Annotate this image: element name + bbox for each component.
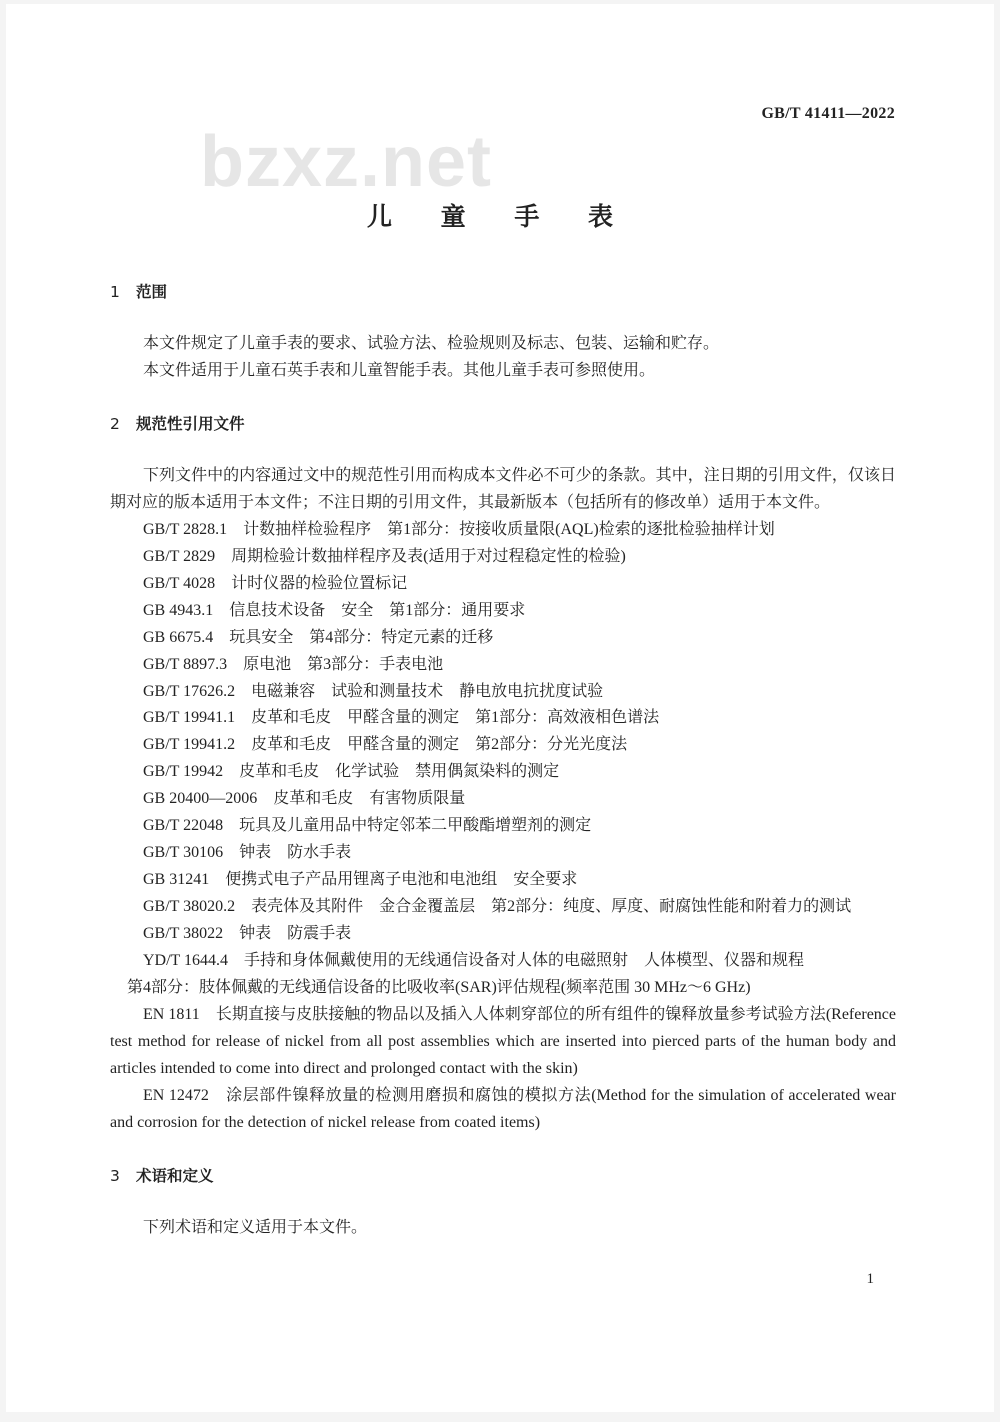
reference-item: GB/T 38022 钟表 防震手表 [143, 925, 352, 943]
reference-item: GB 20400—2006 皮革和毛皮 有害物质限量 [143, 790, 466, 808]
reference-item: GB/T 19941.2 皮革和毛皮 甲醛含量的测定 第2部分：分光光度法 [143, 736, 628, 754]
section-number: 3 [110, 1166, 120, 1185]
watermark: bzxz.net [200, 122, 493, 202]
section-title: 术语和定义 [136, 1166, 214, 1185]
reference-subtitle: 第4部分：肢体佩戴的无线通信设备的比吸收率(SAR)评估规程(频率范围 30 MHz～6 GHz) [127, 979, 751, 997]
paragraph: 本文件适用于儿童石英手表和儿童智能手表。其他儿童手表可参照使用。 [143, 361, 656, 379]
section-title: 规范性引用文件 [136, 414, 245, 433]
section-number: 1 [110, 283, 120, 301]
section-1-body [110, 331, 896, 385]
reference-item: GB/T 2828.1 计数抽样检验程序 第1部分：按接收质量限(AQL)检索的逐批检验抽样计划 [143, 520, 775, 538]
reference-list [110, 517, 896, 1137]
reference-item: EN 12472 涂层部件镍释放量的检测用磨损和腐蚀的模拟方法(Method for the simulation of accelerated wear and corrosion for the detection of nickel release from coated items) [110, 1086, 896, 1131]
reference-item: GB/T 19942 皮革和毛皮 化学试验 禁用偶氮染料的测定 [143, 763, 560, 781]
reference-item: GB/T 4028 计时仪器的检验位置标记 [143, 574, 408, 592]
reference-item: GB/T 2829 周期检验计数抽样程序及表(适用于对过程稳定性的检验) [143, 547, 626, 565]
paragraph: 下列术语和定义适用于本文件。 [143, 1218, 368, 1236]
reference-item: EN 1811 长期直接与皮肤接触的物品以及插入人体刺穿部位的所有组件的镍释放量参考试验方法(Reference test method for release of nickel from all post assemblies which are inserted into pierced parts of the human body and articles intended to come into direct and prolonged contact with the skin) [110, 1005, 896, 1077]
document-page [6, 4, 994, 1412]
reference-item: YD/T 1644.4 手持和身体佩戴使用的无线通信设备对人体的电磁照射 人体模型、仪器和规程 [143, 952, 805, 970]
reference-item: GB 31241 便携式电子产品用锂离子电池和电池组 安全要求 [143, 871, 578, 889]
section-heading-2 [110, 412, 896, 436]
section-2-body [110, 463, 896, 1137]
document-title: 儿 童 手 表 [366, 202, 634, 231]
reference-item: GB/T 38020.2 表壳体及其附件 金合金覆盖层 第2部分：纯度、厚度、耐腐蚀性能和附着力的测试 [143, 898, 852, 916]
document-content [110, 280, 896, 1289]
reference-item: GB 6675.4 玩具安全 第4部分：特定元素的迁移 [143, 628, 494, 646]
standard-number: GB/T 41411—2022 [761, 105, 895, 122]
reference-item: GB/T 19941.1 皮革和毛皮 甲醛含量的测定 第1部分：高效液相色谱法 [143, 709, 660, 727]
reference-item: GB/T 22048 玩具及儿童用品中特定邻苯二甲酸酯增塑剂的测定 [143, 817, 592, 835]
paragraph: 本文件规定了儿童手表的要求、试验方法、检验规则及标志、包装、运输和贮存。 [143, 335, 720, 352]
section-heading-1 [110, 280, 896, 304]
reference-item: GB/T 17626.2 电磁兼容 试验和测量技术 静电放电抗扰度试验 [143, 682, 604, 700]
reference-item: GB 4943.1 信息技术设备 安全 第1部分：通用要求 [143, 601, 526, 619]
section-3-body [110, 1215, 896, 1242]
reference-item: GB/T 8897.3 原电池 第3部分：手表电池 [143, 655, 444, 673]
section-number: 2 [110, 414, 120, 433]
section-heading-3 [110, 1164, 896, 1188]
section-title: 范围 [136, 283, 168, 301]
page-number: 1 [866, 1270, 874, 1287]
paragraph: 下列文件中的内容通过文中的规范性引用而构成本文件必不可少的条款。其中，注日期的引用文件，仅该日期对应的版本适用于本文件；不注日期的引用文件，其最新版本（包括所有的修改单）适用于本文件。 [110, 466, 896, 511]
reference-item: GB/T 30106 钟表 防水手表 [143, 844, 352, 862]
